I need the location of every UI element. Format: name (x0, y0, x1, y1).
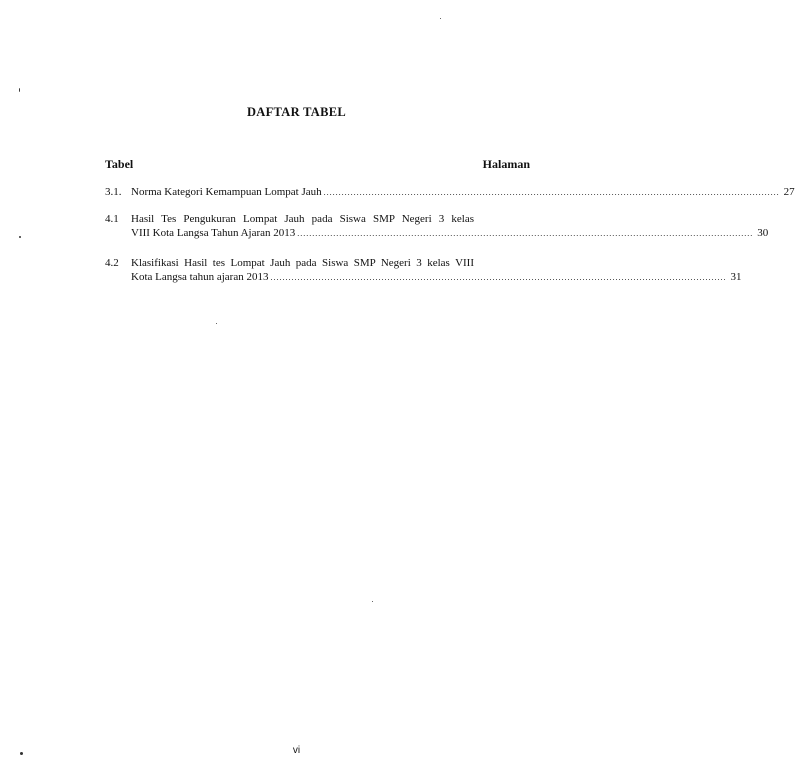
entry-page-number: 31 (730, 271, 742, 283)
page-number-footer: vi (292, 745, 301, 756)
entry-line (131, 185, 795, 199)
entry-text: VIII Kota Langsa Tahun Ajaran 2013 (131, 227, 296, 239)
scan-speck (19, 236, 21, 238)
scan-speck (20, 752, 23, 755)
column-header-table: Tabel (105, 157, 134, 171)
entry-page-number: 30 (757, 227, 769, 239)
table-list-entry (105, 185, 795, 199)
entry-text: Kota Langsa tahun ajaran 2013 (131, 271, 269, 283)
entry-number: 4.1 (105, 213, 119, 225)
scan-speck (372, 601, 373, 602)
dot-leader: ........................................................................................................................................................ (323, 188, 780, 197)
scan-speck (216, 323, 217, 324)
dot-leader: ........................................................................................................................................................ (270, 273, 727, 282)
entry-line (131, 256, 474, 270)
entry-line (131, 212, 474, 226)
table-list-entry (105, 256, 742, 284)
entry-number: 4.2 (105, 257, 119, 269)
table-list-entry (105, 212, 769, 240)
dot-leader: ........................................................................................................................................................ (297, 229, 754, 238)
page-title: DAFTAR TABEL (246, 105, 347, 119)
entry-number: 3.1. (105, 186, 122, 198)
entry-line (131, 226, 769, 240)
entry-text: Hasil Tes Pengukuran Lompat Jauh pada Siswa SMP Negeri 3 kelas (131, 213, 474, 225)
scan-speck (440, 18, 441, 19)
entry-page-number: 27 (783, 186, 795, 198)
column-header-page: Halaman (482, 157, 530, 171)
entry-text: Norma Kategori Kemampuan Lompat Jauh (131, 186, 322, 198)
scan-speck (19, 88, 20, 92)
entry-line (131, 270, 742, 284)
entry-text: Klasifikasi Hasil tes Lompat Jauh pada Siswa SMP Negeri 3 kelas VIII (131, 257, 474, 269)
